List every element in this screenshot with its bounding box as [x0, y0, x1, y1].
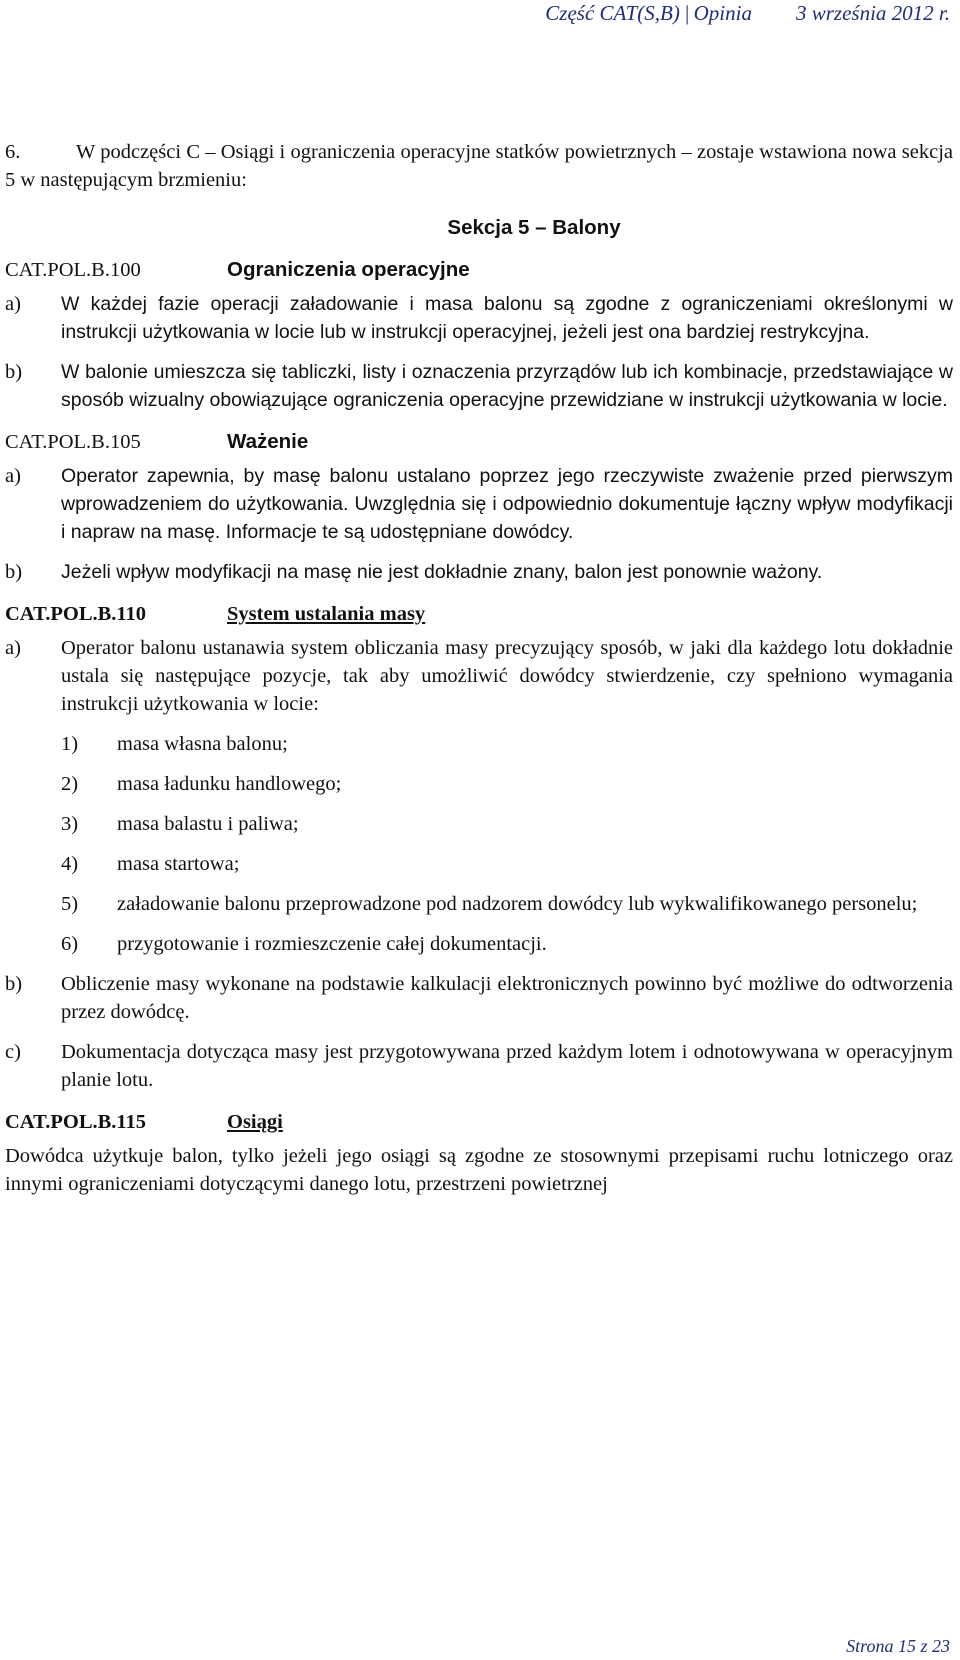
section-title: Sekcja 5 – Balony [447, 216, 621, 239]
sublist-item [61, 930, 953, 958]
list-item [5, 462, 953, 546]
list-item [5, 1038, 953, 1094]
item-text: Jeżeli wpływ modyfikacji na masę nie jest dokładnie znany, balon jest ponownie ważony. [61, 561, 823, 583]
item-label: b) [5, 973, 23, 995]
sublist-text: masa własna balonu; [117, 733, 288, 755]
section-paragraph: Dowódca użytkuje balon, tylko jeżeli jego osiągi są zgodne ze stosownymi przepisami ruchu lotniczego oraz innymi ograniczeniami dotyczącymi danego lotu, przestrzeni powietrznej [5, 1145, 953, 1195]
header-doc-type: Opinia [693, 1, 752, 25]
list-item [5, 970, 953, 1026]
item-text: Obliczenie masy wykonane na podstawie kalkulacji elektronicznych powinno być możliwe do odtworzenia przez dowódcę. [61, 973, 953, 1023]
list-item [5, 634, 953, 718]
item-label: c) [5, 1041, 21, 1063]
section-heading: Ważenie [227, 430, 309, 453]
item-label: b) [5, 561, 23, 583]
heading-100 [5, 256, 953, 284]
item-label: a) [5, 293, 21, 315]
sublist-text: masa ładunku handlowego; [117, 773, 342, 795]
item-text: Operator balonu ustanawia system obliczania masy precyzujący sposób, w jaki dla każdego lotu dokładnie ustala się następujące pozycje, tak aby umożliwić dowódcy stwierdzenie, czy spełniono wymagania instrukcji użytkowania w locie: [61, 637, 953, 715]
page-number: Strona 15 z 23 [846, 1636, 950, 1656]
section-code: CAT.POL.B.105 [5, 431, 141, 453]
intro-paragraph [5, 138, 953, 194]
sublist-item [61, 810, 953, 838]
heading-115 [5, 1108, 953, 1136]
sublist-text: przygotowanie i rozmieszczenie całej dokumentacji. [117, 933, 547, 955]
heading-110 [5, 600, 953, 628]
item-text: W każdej fazie operacji załadowanie i masa balonu są zgodne z ograniczeniami określonymi w instrukcji użytkowania w locie lub w instrukcji operacyjnej, jeżeli jest ona bardziej restrykcyjna. [61, 293, 953, 343]
item-label: a) [5, 637, 21, 659]
item-label: b) [5, 361, 23, 383]
sublist-item [61, 850, 953, 878]
header-separator: | [683, 1, 690, 25]
list-item [5, 558, 953, 586]
sublist-item [61, 770, 953, 798]
sublist-label: 5) [61, 893, 79, 915]
section-heading: Osiągi [227, 1111, 283, 1133]
sublist-label: 2) [61, 773, 79, 795]
header-date: 3 września 2012 r. [795, 1, 950, 25]
header-part: Część CAT(S,B) [545, 1, 680, 25]
section-code: CAT.POL.B.115 [5, 1111, 147, 1133]
item-label: a) [5, 465, 21, 487]
sublist-text: załadowanie balonu przeprowadzone pod nadzorem dowódcy lub wykwalifikowanego personelu; [117, 893, 918, 915]
item-text: Dokumentacja dotycząca masy jest przygotowywana przed każdym lotem i odnotowywana w operacyjnym planie lotu. [61, 1041, 953, 1091]
item-text: Operator zapewnia, by masę balonu ustalano poprzez jego rzeczywiste zważenie przed pierwszym wprowadzeniem do użytkowania. Uwzględnia się i odpowiednio dokumentuje łączny wpływ modyfikacji i napraw na masę. Informacje te są udostępniane dowódcy. [61, 465, 953, 543]
section-code: CAT.POL.B.110 [5, 603, 147, 625]
sublist-item [61, 890, 953, 918]
document-body [5, 138, 953, 1198]
item-text: W balonie umieszcza się tabliczki, listy i oznaczenia przyrządów lub ich kombinacje, przedstawiające w sposób wizualny obowiązujące ograniczenia operacyjne przewidziane w instrukcji użytkowania w locie. [61, 361, 953, 411]
sublist-text: masa startowa; [117, 853, 240, 875]
heading-105 [5, 428, 953, 456]
sublist-item [61, 730, 953, 758]
list-item [5, 358, 953, 414]
section-heading: System ustalania masy [227, 603, 426, 625]
sublist-label: 1) [61, 733, 79, 755]
intro-text: W podczęści C – Osiągi i ograniczenia operacyjne statków powietrznych – zostaje wstawiona nowa sekcja 5 w następującym brzmieniu: [5, 141, 953, 191]
sublist [61, 730, 953, 958]
list-item [5, 290, 953, 346]
sublist-text: masa balastu i paliwa; [117, 813, 299, 835]
sublist-label: 3) [61, 813, 79, 835]
section-code: CAT.POL.B.100 [5, 259, 141, 281]
intro-number: 6. [5, 141, 21, 163]
sublist-label: 6) [61, 933, 79, 955]
section-heading: Ograniczenia operacyjne [227, 258, 470, 281]
sublist-label: 4) [61, 853, 79, 875]
page-header [545, 0, 950, 26]
